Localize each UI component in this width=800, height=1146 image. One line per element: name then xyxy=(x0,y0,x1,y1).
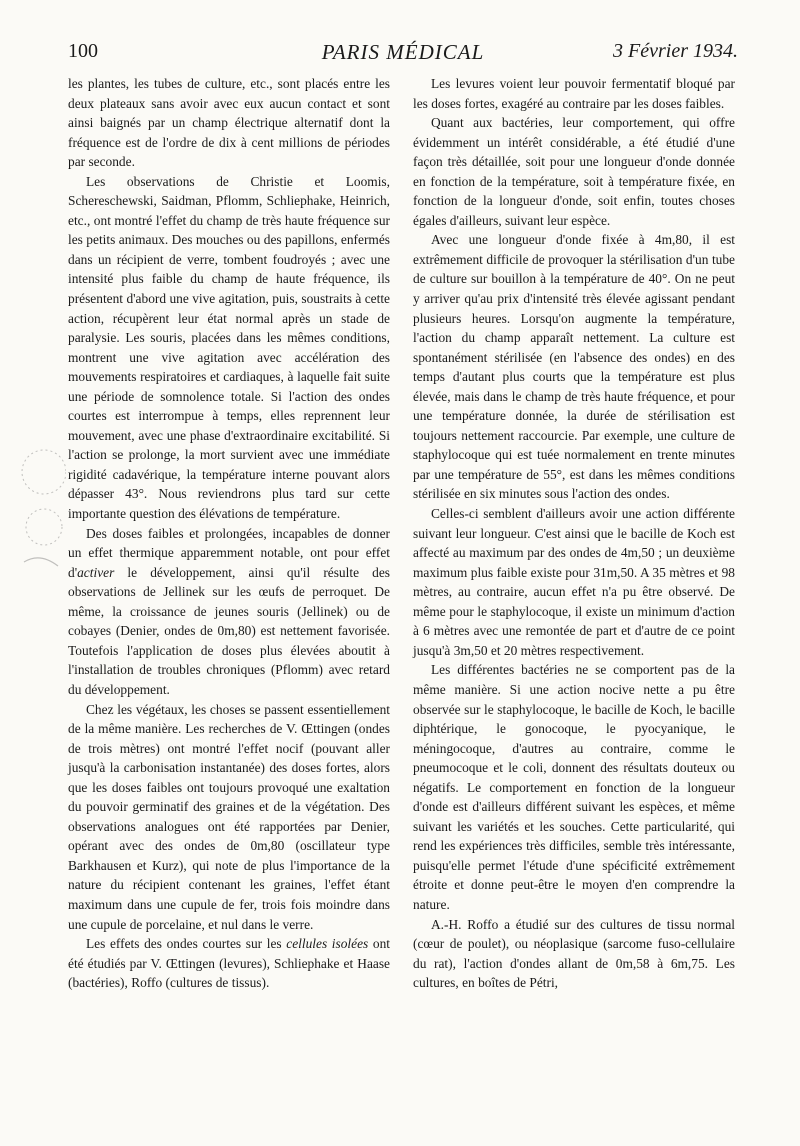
paragraph: Quant aux bactéries, leur comportement, qui offre évidemment un intérêt considérable, a été étudié d'une façon très détaillée, soit pour une longueur d'onde donnée en fonction de la température, soit à température fixée, en fonction de la longueur d'onde, soit enfin, toutes choses égales d'ailleurs, suivant leur espèce. xyxy=(413,115,735,228)
paragraph: les plantes, les tubes de culture, etc., sont placés entre les deux plateaux sans avoir avec eux aucun contact et sont ainsi baignés par un champ électrique alternatif dont la fréquence est de l'ordre de dix à cent millions de périodes par seconde. xyxy=(68,76,390,170)
paragraph: Des doses faibles et prolongées, incapables de donner un effet thermique apparemment notable, ont pour effet d'activer le développement, ainsi qu'il résulte des observations de Jellinek sur les œufs de perroquet. De même, la croissance de jeunes souris (Jellinek) ou de cobayes (Denier, ondes de 0m,80) est nettement favorisée. Toutefois l'application de doses plus élevées aboutit à l'installation de troubles chroniques (Pflomm) avec retard du développement. xyxy=(68,525,390,697)
paragraph: Les effets des ondes courtes sur les cellules isolées ont été étudiés par V. Œttingen (levures), Schliephake et Haase (bactéries), Roffo (cultures de tissus). xyxy=(68,936,390,991)
paragraph: Les observations de Christie et Loomis, Schereschewski, Saidman, Pflomm, Schliephake, Heinrich, etc., ont montré l'effet du champ de très haute fréquence sur les petits animaux. Des mouches ou des papillons, enfermés dans un récipient de verre, tombent foudroyés ; avec une intensité plus faible du champ de haute fréquence, ils présentent d'abord une vive agitation, puis, soustraits à cette action, récupèrent leur état normal après un stade de paralysie. Les souris, placées dans les mêmes conditions, montrent une vive agitation avec accélération des mouvements respiratoires et cardiaques, à laquelle fait suite une période de somnolence totale. Si l'action des ondes courtes est interrompue à temps, elles reprennent leur mouvement, avec une phase d'extraordinaire excitabilité. Si l'action se prolonge, la mort survient avec une immédiate rigidité cadavérique, la température interne pouvant alors dépasser 43°. Nous reviendrons plus tard sur cette importante question des élévations de température. xyxy=(68,173,390,522)
paragraph: Les levures voient leur pouvoir fermentatif bloqué par les doses fortes, exagéré au contraire par les doses faibles. xyxy=(413,76,735,111)
journal-title: PARIS MÉDICAL xyxy=(321,40,485,64)
paragraph: A.-H. Roffo a étudié sur des cultures de tissu normal (cœur de poulet), ou néoplasique (sarcome fuso-cellulaire du rat), l'action d'ondes allant de 0m,58 à 6m,75. Les cultures, en boîtes de Pétri, xyxy=(413,916,735,991)
paragraph: Avec une longueur d'onde fixée à 4m,80, il est extrêmement difficile de provoquer la stérilisation d'un tube de culture sur bouillon à la température de 40°. On ne peut y arriver qu'au prix d'intensité très élevée agissant pendant plusieurs heures. Lorsqu'on augmente la température, l'action du champ apparaît nettement. La culture est spontanément stérilisée (en l'absence des ondes) en des temps d'autant plus courts que la température est plus élevée, mais dans le champ de très haute fréquence, et pour une température donnée, la durée de stérilisation est toujours nettement raccourcie. Par exemple, une culture de staphylocoque qui est tuée normalement en trente minutes par une température de 55°, est dans les mêmes conditions stérilisée en six minutes sous l'action des ondes. xyxy=(413,232,735,502)
library-stamp-mark xyxy=(14,432,66,582)
emphasis: cellules isolées xyxy=(286,936,369,952)
page-number: 100 xyxy=(68,40,98,62)
paragraph: Les différentes bactéries ne se comportent pas de la même manière. Si une action nocive nette a pu être observée sur le staphylocoque, le bacille de Koch, le bacille diphtérique, le gonocoque, le pyocyanique, le méningocoque, d'autres au contraire, comme le pneumocoque et le coli, donnent des résultats douteux ou négatifs. Le comportement en fonction de la longueur d'onde est d'ailleurs différent suivant les espèces, et même suivant les variétés et les souches. Cette particularité, qui rend les expériences très difficiles, semble très intéressante, puisqu'elle permet l'étude d'une spécificité extrêmement étroite et donne peut-être le moyen d'en comprendre la nature. xyxy=(413,662,735,912)
issue-date: 3 Février 1934. xyxy=(613,40,738,62)
paragraph: Chez les végétaux, les choses se passent essentiellement de la même manière. Les recherches de V. Œttingen (ondes de trois mètres) ont montré l'effet nocif (pouvant aller jusqu'à la carbonisation instantanée) des doses fortes, alors que les doses faibles ont toujours provoqué une exaltation du pouvoir germinatif des graines et de la végétation. Des observations analogues ont été rapportées par Denier, opérant avec des ondes de 0m,80 (oscillateur type Barkhausen et Kurz), qui note de plus l'importance de la nature du récipient contenant les graines, l'effet étant maximum dans une cupule de fer, trois fois moindre dans une cupule de porcelaine, et nul dans le verre. xyxy=(68,701,390,932)
emphasis: activer xyxy=(77,564,115,580)
paragraph: Celles-ci semblent d'ailleurs avoir une action différente suivant leur longueur. C'est ainsi que le bacille de Koch est affecté au maximum par des ondes de 4m,50 ; un deuxième maximum plus faible existe pour 31m,50. A 35 mètres et 98 mètres, au contraire, aucun effet n'a pu être observé. De même pour le staphylocoque, il existe un minimum d'action à 6 mètres avec une remontée de part et d'autre de ce point jusqu'à 3m,50 et 20 mètres respectivement. xyxy=(413,506,735,658)
page-header xyxy=(68,40,738,66)
left-column xyxy=(68,74,390,993)
right-column xyxy=(413,74,735,993)
